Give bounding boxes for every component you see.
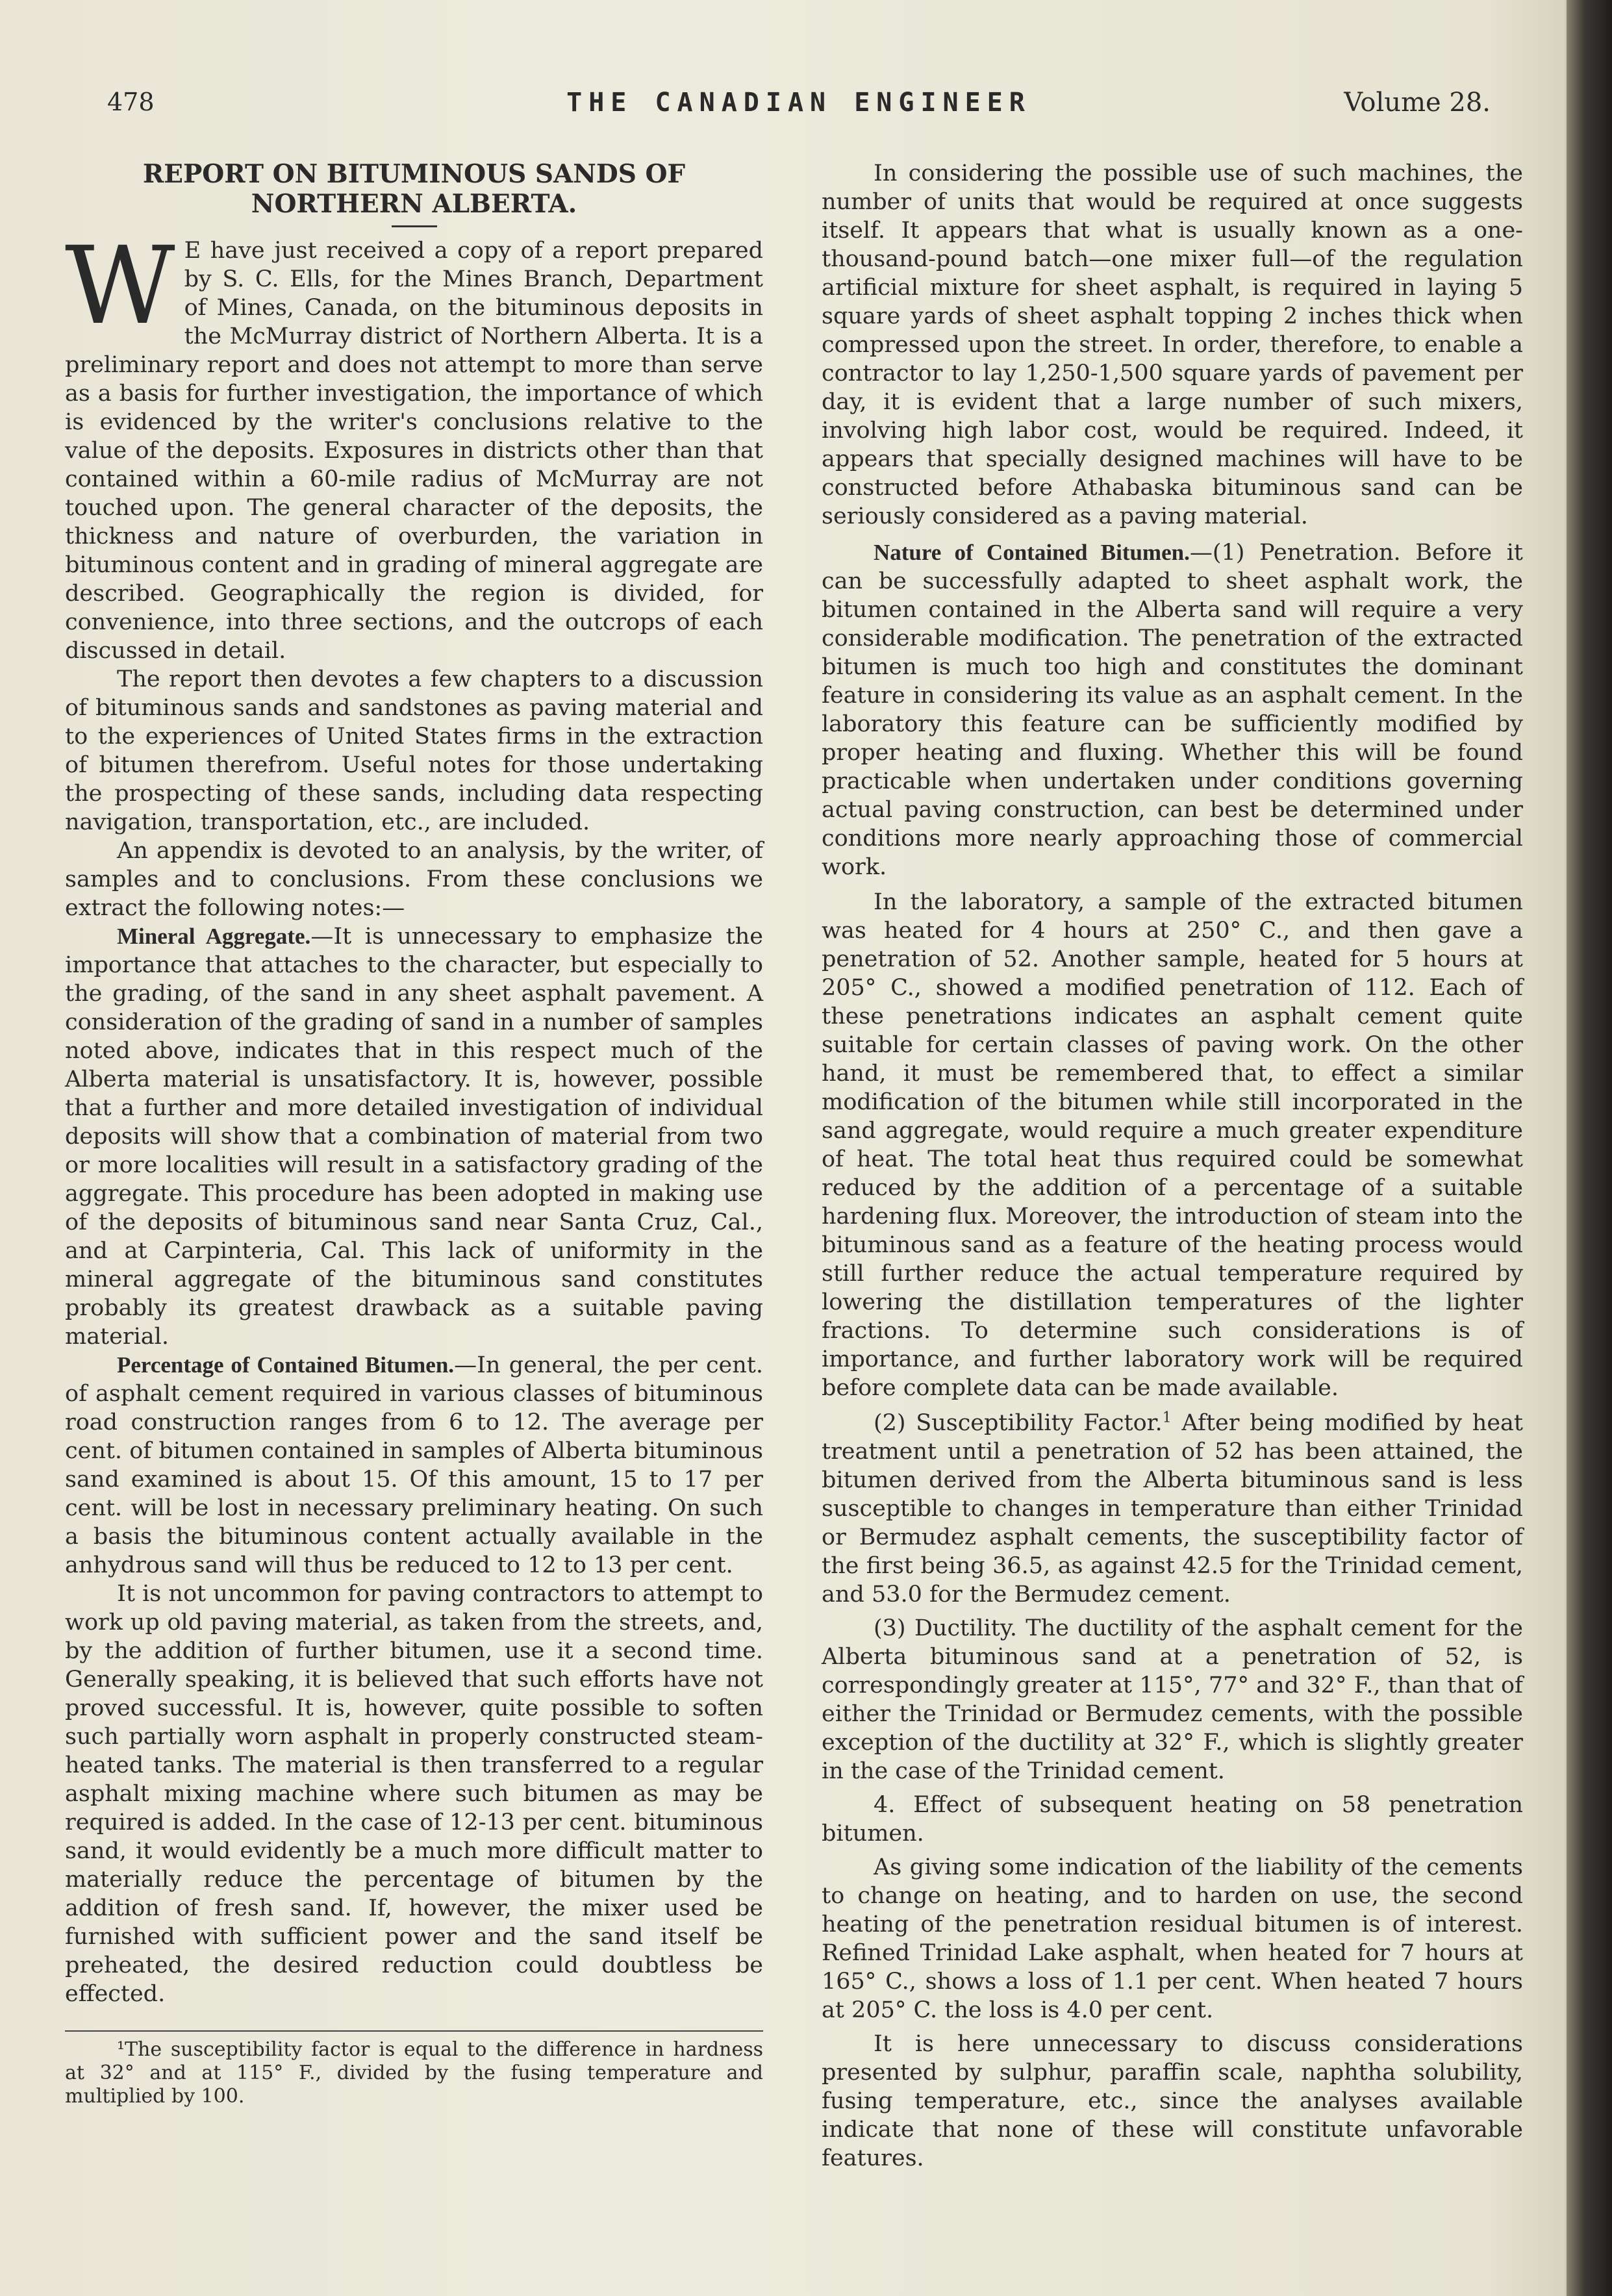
paragraph: In the laboratory, a sample of the extracted bitumen was heated for 4 hours at 250° C., and then gave a penetration of 52. Another sample, heated for 5 hours at 205° C., showed a modified penetration of 112. Each of these penetrations indicates an asphalt cement quite suitable for certain classes of paving work. On the other hand, it must be remembered that, to effect a similar modification of the bitumen while still incorporated in the sand aggregate, would require a much greater expenditure of heat. The total heat thus required could be somewhat reduced by the addition of a percentage of a suitable hardening flux. Moreover, the introduction of steam into the bituminous sand as a feature of the heating process would still further reduce the actual temperature required by lowering the distillation temperatures of the lighter fractions. To determine such considerations is of importance, and further laboratory work will be required before complete data can be made available. xyxy=(822,889,1523,1401)
volume-label: Volume 28. xyxy=(1344,88,1491,118)
section-heading: Nature of Contained Bitumen. xyxy=(874,540,1190,565)
paragraph: It is not uncommon for paving contractors to attempt to work up old paving material, as taken from the streets, and, by the addition of further bitumen, use it a second time. Generally speaking, it is believed that such efforts have not proved successful. It is, however, quite possible to soften such partially worn asphalt in properly constructed steam-heated tanks. The material is then transferred to a regular asphalt mixing machine where such bitumen as may be required is added. In the case of 12-13 per cent. bituminous sand, it would evidently be a much more difficult matter to materially reduce the percentage of bitumen by the addition of fresh sand. If, however, the mixer used be furnished with sufficient power and the sand itself be preheated, the desired reduction could doubtless be effected. xyxy=(65,1581,763,2007)
journal-title: THE CANADIAN ENGINEER xyxy=(566,88,1031,118)
right-column xyxy=(822,159,1523,2173)
ductility-paragraph: (3) Ductility. The ductility of the asphalt cement for the Alberta bituminous sand at a penetration of 52, is correspondingly greater at 115°, 77° and 32° F., than that of either the Trinidad or Bermudez cements, with the possible exception of the ductility at 32° F., which is slightly greater in the case of the Trinidad cement. xyxy=(822,1615,1523,1784)
drop-cap: W xyxy=(65,223,175,348)
susceptibility-paragraph xyxy=(822,1409,1523,1609)
title-divider xyxy=(392,225,437,227)
footnote: ¹The susceptibility factor is equal to the difference in hardness at 32° and at 115° F., divided by the fusing temperature and multiplied by 100. xyxy=(65,2038,763,2108)
page-header xyxy=(107,88,1491,127)
paragraph: The report then devotes a few chapters to a discussion of bituminous sands and sandstones as paving material and to the experiences of United States firms in the extraction of bitumen therefrom. Useful notes for those undertaking the prospecting of these sands, including data respecting navigation, transportation, etc., are included. xyxy=(65,666,763,835)
percentage-bitumen-paragraph xyxy=(65,1351,763,1580)
mineral-aggregate-paragraph xyxy=(65,922,763,1351)
left-column xyxy=(65,159,763,2108)
susceptibility-text: After being modified by heat treatment until a penetration of 52 has been attained, the bitumen derived from the Alberta bituminous sand is less susceptible to changes in temperature than either Trinidad or Bermudez asphalt cements, the susceptibility factor of the first being 36.5, as against 42.5 for the Trinidad cement, and 53.0 for the Bermudez cement. xyxy=(822,1410,1523,1608)
intro-paragraph xyxy=(65,223,763,665)
paragraph: As giving some indication of the liability of the cements to change on heating, and to harden on use, the second heating of the penetration residual bitumen is of interest. Refined Trinidad Lake asphalt, when heated for 7 hours at 165° C., shows a loss of 1.1 per cent. When heated 7 hours at 205° C. the loss is 4.0 per cent. xyxy=(822,1854,1523,2023)
section-heading: Percentage of Contained Bitumen. xyxy=(117,1352,455,1378)
footnote-marker: 1 xyxy=(1162,1409,1172,1426)
paragraph: An appendix is devoted to an analysis, by the writer, of samples and to conclusions. From these conclusions we extract the following notes:— xyxy=(65,838,763,921)
nature-bitumen-paragraph xyxy=(822,538,1523,881)
section-text: —It is unnecessary to emphasize the importance that attaches to the character, but especially to the grading, of the sand in any sheet asphalt pavement. A consideration of the grading of sand in a number of samples noted above, indicates that in this respect much of the Alberta material is unsatisfactory. It is, however, possible that a further and more detailed investigation of individual deposits will show that a combination of material from two or more localities will result in a satisfactory grading of the aggregate. This procedure has been adopted in making use of the deposits of bituminous sand near Santa Cruz, Cal., and at Carpinteria, Cal. This lack of uniformity in the mineral aggregate of the bituminous sand constitutes probably its greatest drawback as a suitable paving material. xyxy=(65,924,763,1350)
book-spine-shadow xyxy=(1567,0,1612,2296)
section-heading: Mineral Aggregate. xyxy=(117,924,311,949)
paragraph: In considering the possible use of such machines, the number of units that would be required at once suggests itself. It appears that what is usually known as a one-thousand-pound batch—one mixer full—of the regulation artificial mixture for sheet asphalt, is required in laying 5 square yards of sheet asphalt topping 2 inches thick when compressed upon the street. In order, therefore, to enable a contractor to lay 1,250-1,500 square yards of pavement per day, it is evident that a large number of such mixers, involving high labor cost, would be required. Indeed, it appears that specially designed machines will have to be constructed before Athabaska bituminous sand can be seriously considered as a paving material. xyxy=(822,160,1523,529)
article-title: REPORT ON BITUMINOUS SANDS OF NORTHERN ALBERTA. xyxy=(142,159,686,219)
section-text: —In general, the per cent. of asphalt cement required in various classes of bituminous road construction ranges from 6 to 12. The average per cent. of bitumen contained in samples of Alberta bituminous sand examined is about 15. Of this amount, 15 to 17 per cent. will be lost in necessary preliminary heating. On such a basis the bituminous content actually available in the anhydrous sand will thus be reduced to 12 to 13 per cent. xyxy=(65,1352,763,1578)
effect-paragraph: 4. Effect of subsequent heating on 58 penetration bitumen. xyxy=(822,1792,1523,1847)
page-number: 478 xyxy=(107,88,155,116)
intro-text: E have just received a copy of a report prepared by S. C. Ells, for the Mines Branch, Department of Mines, Canada, on the bituminous deposits in the McMurray district of Northern Alberta. It is a preliminary report and does not attempt to more than serve as a basis for further investigation, the importance of which is evidenced by the writer's conclusions relative to the value of the deposits. Exposures in districts other than that contained within a 60-mile radius of McMurray are not touched upon. The general character of the deposits, the thickness and nature of overburden, the variation in bituminous content and in grading of mineral aggregate are described. Geographically the region is divided, for convenience, into three sections, and the outcrops of each discussed in detail. xyxy=(65,238,763,664)
footnote-divider xyxy=(65,2030,763,2032)
susceptibility-lead: (2) Susceptibility Factor. xyxy=(874,1410,1163,1436)
section-text: —(1) Penetration. Before it can be successfully adapted to sheet asphalt work, the bitumen contained in the Alberta sand will require a very considerable modification. The penetration of the extracted bitumen is much too high and constitutes the dominant feature in considering its value as an asphalt cement. In the laboratory this feature can be sufficiently modified by proper heating and fluxing. Whether this will be found practicable when undertaken under conditions governing actual paving construction, can best be determined under conditions more nearly approaching those of commercial work. xyxy=(822,540,1523,880)
closing-paragraph: It is here unnecessary to discuss considerations presented by sulphur, paraffin scale, naphtha solubility, fusing temperature, etc., since the analyses available indicate that none of these will constitute unfavorable features. xyxy=(822,2031,1523,2171)
